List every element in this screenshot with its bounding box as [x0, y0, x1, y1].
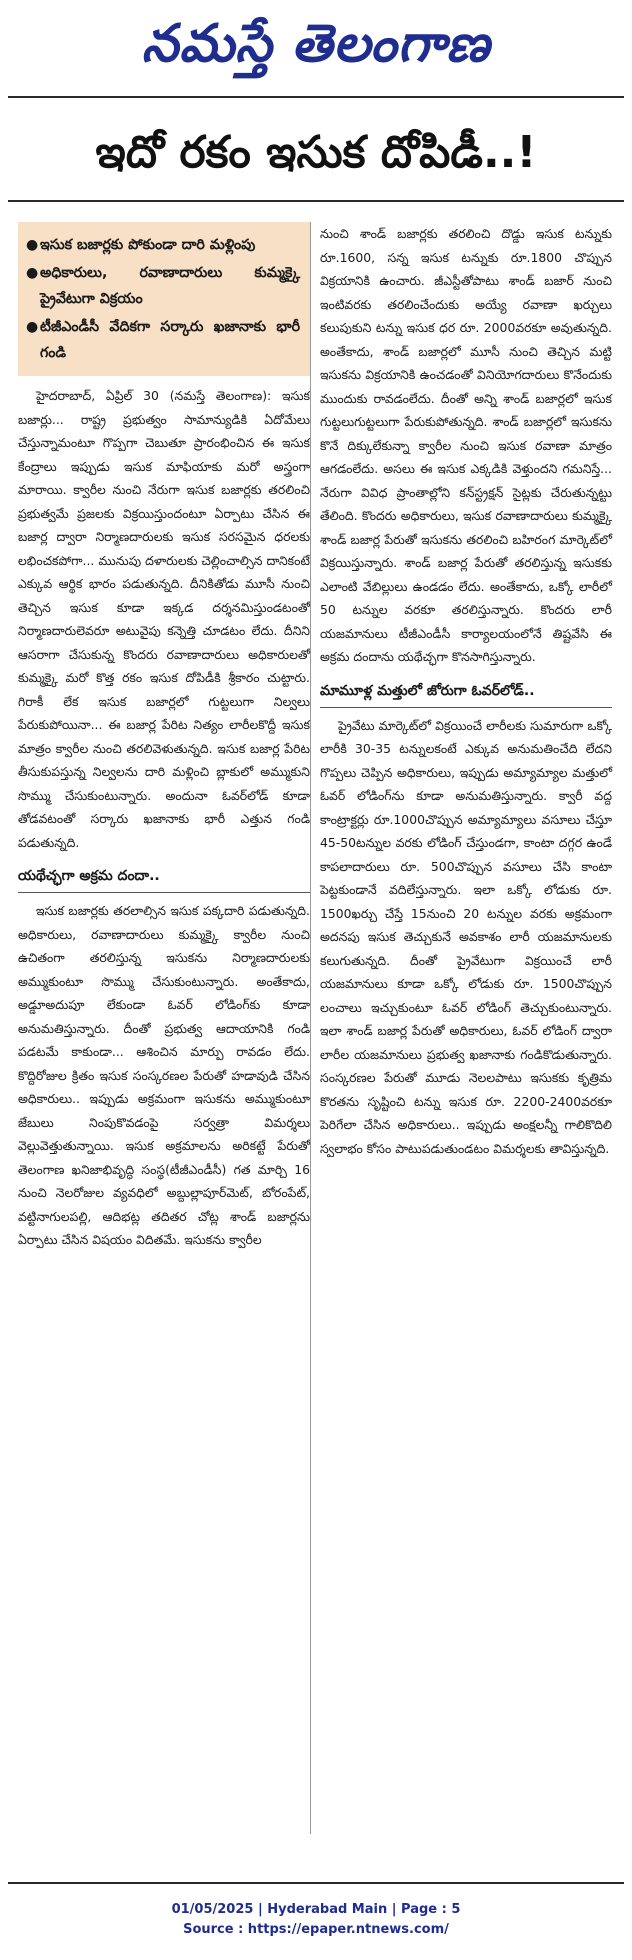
column-divider — [310, 222, 311, 1834]
masthead-logo: నమస్తే తెలంగాణ — [141, 14, 491, 74]
bullet-icon: ● — [26, 319, 39, 335]
section-subhead: మామూళ్ల మత్తులో జోరుగా ఓవర్‌లోడ్.. — [320, 679, 612, 708]
bullet-icon: ● — [26, 265, 39, 281]
highlight-item: ● టీజీఎండీసీ వేదికగా సర్కారు ఖజానాకు భారీ గండి — [26, 314, 300, 366]
masthead — [0, 0, 632, 88]
masthead-rule — [8, 96, 624, 98]
body-paragraph: ప్రైవేటు మార్కెట్‌లో విక్రయించే లారీలకు సుమారుగా ఒక్కో లారీకి 30-35 టన్నులకంటే ఎక్కువ అనుమతించేది లేదని గొప్పలు చెప్పిన అధికారులు, ఇప్పుడు అమ్యామ్యాల మత్తులో ఓవర్ లోడింగ్‌ను కూడా అనుమతిస్తున్నారు. క్వారీ వద్ద కాంట్రాక్టర్లు రూ.1000చొప్పున అమ్యామ్యాలు వసూలు చేస్తూ 45-50టన్నుల వరకు లోడింగ్ చేస్తుండగా, కాంటా దగ్గర ఉండే కాపలాదారులు రూ. 500చొప్పున వసూలు చేసి కాంటా పెట్టకుండానే వదిలేస్తున్నారు. ఇలా ఒక్కో లోడుకు రూ. 1500ఖర్చు చేస్తే 15నుంచి 20 టన్నుల వరకు అక్రమంగా అదనపు ఇసుక తెచ్చుకునే అవకాశం లారీ యజమానులకు కలుగుతున్నది. దీంతో ప్రైవేటుగా విక్రయించే లారీ యజమానులు కూడా ఒక్కో లోడుకు రూ. 1500చొప్పున లంచాలు ఇచ్చుకుంటూ ఓవర్ లోడింగ్ తెచ్చుకుంటున్నారు. ఇలా శాండ్ బజార్ల పేరుతో అధికారులు, ఓవర్ లోడింగ్ ద్వారా లారీల యజమానులు ప్రభుత్వ ఖజానాకు గండికొడుతున్నారు. సంస్కరణల పేరుతో మూడు నెలలపాటు ఇసుకకు కృత్రిమ కొరతను సృష్టించి టన్ను ఇసుక రూ. 2200-2400వరకూ పెరిగేలా చేసిన అధికారులు.. ఇప్పుడు అంక్షలన్నీ గాలికొదిలి స్వలాభం కోసం పాటుపడుతుండటం విమర్శలకు తావిస్తున్నది. — [320, 717, 612, 1156]
footer-rule — [8, 1882, 624, 1884]
highlight-item: ● ఇసుక బజార్లకు పోకుండా దారి మళ్లింపు — [26, 232, 300, 258]
body-paragraph: నుంచి శాండ్ బజార్లకు తరలించి దొడ్డు ఇసుక టన్నుకు రూ.1600, సన్న ఇసుక టన్నుకు రూ.1800 చొప్పున విక్రయానికి ఉంచారు. జీఎస్టీతోపాటు శాండ్ బజార్ నుంచి ఇంటివరకు తరలించేందుకు అయ్యే రవాణా ఖర్చులు కలుపుకుని టన్ను ఇసుక ధర రూ. 2000వరకూ అవుతున్నది. అంతేకాదు, శాండ్ బజార్లలో మూసీ నుంచి తెచ్చిన మట్టి ఇసుకను విక్రయానికి ఉంచడంతో వినియోగదారులు కొనేందుకు ముందుకు రావడంలేదు. దీంతో అన్ని శాండ్ బజార్లలో ఇసుక గుట్టలుగుట్టలుగా పేరుకుపోతున్నది. శాండ్ బజార్లలో ఇసుకను కొనే దిక్కులేకున్నా క్వారీల నుంచి ఇసుక రవాణా మాత్రం ఆగడంలేదు. అసలు ఈ ఇసుక ఎక్కడికి వెళ్తుందని గమనిస్తే... నేరుగా వివిధ ప్రాంతాల్లోని కన్‌స్ట్రక్షన్ సైట్లకు చేరుతున్నట్టు తేలింది. కొందరు అధికారులు, ఇసుక రవాణాదారులు కుమ్మక్కై శాండ్ బజార్ల పేరుతో ఇసుకను తరలించి బహిరంగ మార్కెట్‌లో విక్రయిస్తున్నారు. శాండ్ బజార్ల పేరుతో తరలిస్తున్న ఇసుకకు ఎలాంటి వేబిల్లులు ఉండడం లేదు. అంతేకాదు, ఒక్కో లారీలో 50 టన్నుల వరకూ తరలిస్తున్నారు. కొందరు లారీ యజమానులు టీజీఎండీసీ కార్యాలయంలోనే తిష్టవేసి ఈ అక్రమ దందాను యథేచ్ఛగా కొనసాగిస్తున్నారు. — [320, 226, 612, 664]
source-link[interactable]: Source : https://epaper.ntnews.com/ — [183, 1922, 449, 1937]
section-subhead: యథేచ్ఛగా అక్రమ దందా.. — [18, 864, 310, 893]
edition-info: 01/05/2025 | Hyderabad Main | Page : 5 — [171, 1902, 461, 1917]
page-footer — [0, 1900, 632, 1940]
right-column — [320, 222, 612, 1170]
article-headline: ఇదో రకం ఇసుక దోపిడీ..! — [95, 127, 537, 178]
bullet-icon: ● — [26, 237, 39, 253]
left-column — [18, 222, 310, 1262]
body-paragraph: హైదరాబాద్, ఏప్రిల్ 30 (నమస్తే తెలంగాణ): ఇసుక బజార్లు... రాష్ట్ర ప్రభుత్వం సామాన్యుడికి ఏదోమేలు చేస్తున్నామంటూ గొప్పగా చెబుతూ ప్రారంభించిన ఈ ఇసుక కేంద్రాలు ఇప్పుడు ఇసుక మాఫియాకు మరో అస్త్రంగా మారాయి. క్వారీల నుంచి నేరుగా ఇసుక బజార్లకు తరలించి ప్రభుత్వమే ప్రజలకు విక్రయిస్తుందంటూ ఏర్పాటు చేసిన ఈ బజార్ల ద్వారా నిర్మాణదారులకు ఇసుక సరసమైన ధరలకు లభించకపోగా... మునుపు దళారులకు చెల్లించాల్సిన దానికంటే ఎక్కువ ఆర్థిక భారం పడుతున్నది. దీనికితోడు మూసీ నుంచి తెచ్చిన ఇసుక కూడా ఇక్కడ దర్శనమిస్తుండటంతో నిర్మాణదారులెవరూ అటువైపు కన్నెత్తి చూడటం లేదు. దీనిని ఆసరాగా చేసుకున్న కొందరు రవాణాదారులు అధికారులతో కుమ్మక్కై మరో కొత్త రకం ఇసుక దోపిడీకి శ్రీకారం చుట్టారు. గిరాకీ లేక ఇసుక బజార్లలో గుట్టలుగా నిల్వలు పేరుకుపోయినా... ఈ బజార్ల పేరిట నిత్యం లారీలకొద్దీ ఇసుక మాత్రం క్వారీల నుంచి తరలివెళుతున్నది. ఇసుక బజార్ల పేరిట తీసుకుపస్తున్న నిల్వలను దారి మళ్లించి బ్లాకులో అమ్ముకుని సొమ్ము చేసుకుంటున్నారు. అందునా ఓవర్‌లోడ్ కూడా తోడవటంతో సర్కారు ఖజానాకు భారీ ఎత్తున గండి పడుతున్నది. — [18, 388, 310, 850]
headline-rule — [8, 200, 624, 202]
body-paragraph: ఇసుక బజార్లకు తరలాల్సిన ఇసుక పక్కదారి పడుతున్నది. అధికారులు, రవాణాదారులు కుమ్మక్కై క్వారీల నుంచి ఉచితంగా తరలిస్తున్న ఇసుకను నిర్మాణదారులకు అమ్ముకుంటూ సొమ్ము చేసుకుంటున్నారు. అంతేకాదు, అడ్డూఅదుపూ లేకుండా ఓవర్ లోడింగ్‌కు కూడా అనుమతిస్తున్నారు. దీంతో ప్రభుత్వ ఆదాయానికి గండి పడటమే కాకుండా... ఆశించిన మార్పు రావడం లేదు. కొద్దిరోజుల క్రితం ఇసుక సంస్కరణల పేరుతో హడావుడి చేసిన అధికారులు.. ఇప్పుడు అక్రమంగా ఇసుకను అమ్ముకుంటూ జేబులు నింపుకొవడంపై సర్వత్రా విమర్శలు వెల్లువెత్తుతున్నాయి. ఇసుక అక్రమాలను అరికట్టే పేరుతో తెలంగాణ ఖనిజాభివృద్ధి సంస్థ(టీజీఎండీసీ) గత మార్చి 16 నుంచి నెలరోజుల వ్యవధిలో అబ్దుల్లాపూర్‌మెట్, బోరంపేట్, వట్టినాగులపల్లి, ఆదిభట్ల తదితర చోట్ల శాండ్ బజార్లను ఏర్పాటు చేసిన విషయం విదితమే. ఇసుకను క్వారీల — [18, 903, 310, 1247]
highlight-item: ● అధికారులు, రవాణాదారులు కుమ్మక్కై ప్రైవేటుగా విక్రయం — [26, 260, 300, 312]
highlights-box — [18, 222, 310, 376]
